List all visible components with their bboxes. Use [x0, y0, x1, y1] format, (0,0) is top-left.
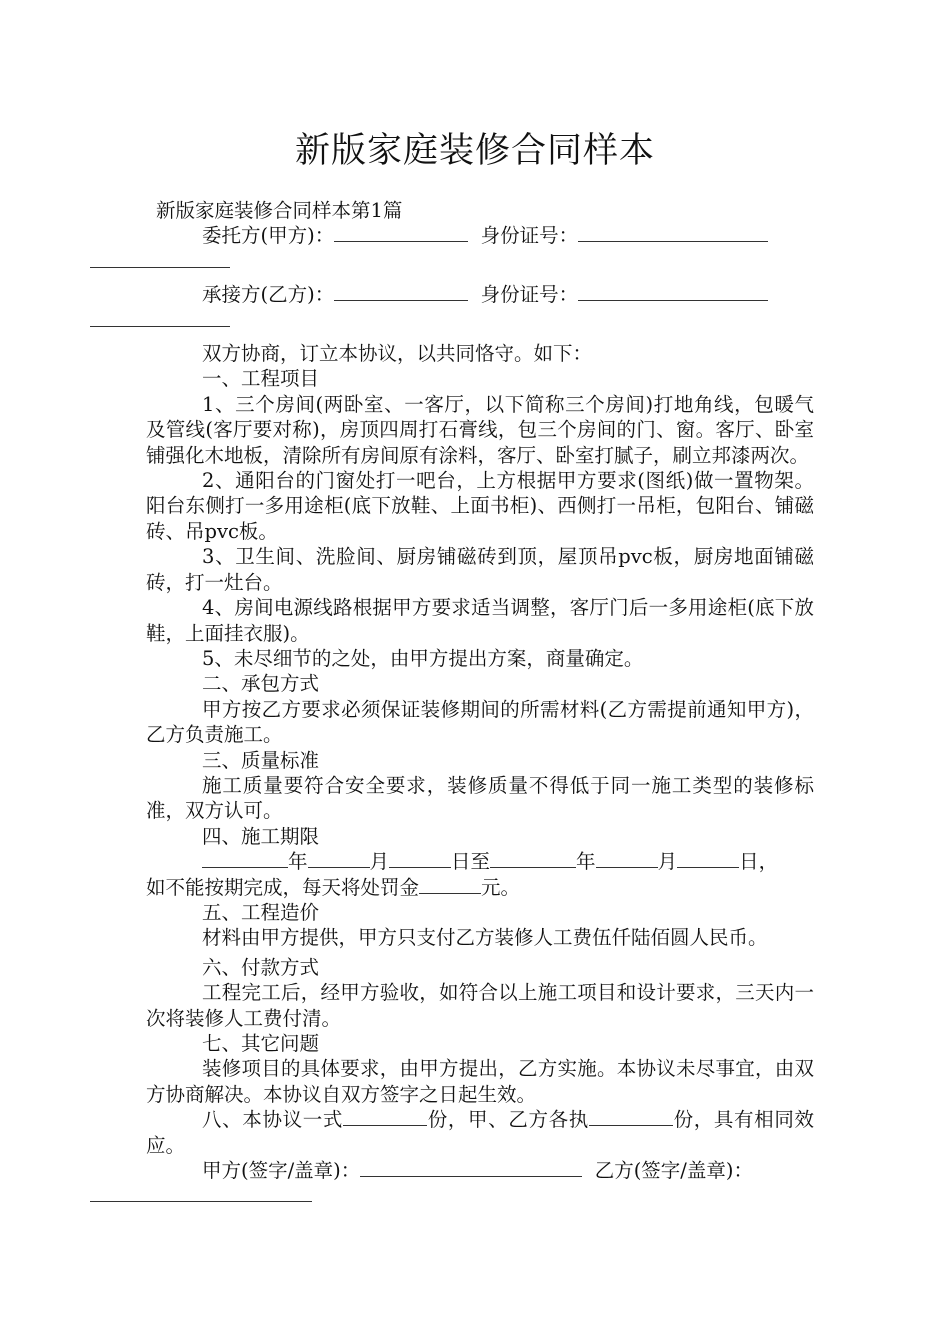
section-5-heading: 五、工程造价 [202, 900, 320, 924]
party-a-label: 委托方(甲方)： [202, 224, 335, 248]
section-2-heading: 二、承包方式 [202, 672, 320, 696]
copies-each-label: 份，甲、乙方各执 [427, 1108, 589, 1132]
party-a-id-label: 身份证号： [480, 224, 579, 248]
party-b-id-label: 身份证号： [480, 283, 579, 307]
party-a-id-blank-cont [90, 249, 230, 268]
start-month-blank [308, 849, 370, 868]
section-1-item-4: 4、房间电源线路根据甲方要求适当调整，客厅门后一多用途柜(底下放鞋，上面挂衣服)。 [146, 596, 814, 645]
section-4-penalty-line [146, 875, 814, 900]
year-label: 年 [576, 850, 596, 874]
section-8-paragraph [146, 1107, 814, 1158]
party-a-signature-label: 甲方(签字/盖章)： [202, 1159, 361, 1183]
copies-effect-label: 份，具有相同效应。 [146, 1108, 814, 1157]
party-a-id-blank [578, 223, 768, 242]
signature-line [146, 1158, 814, 1209]
section-2-paragraph: 甲方按乙方要求必须保证装修期间的所需材料(乙方需提前通知甲方)，乙方负责施工。 [146, 697, 814, 747]
document-title: 新版家庭装修合同样本 [294, 131, 655, 171]
month-label: 月 [369, 850, 390, 874]
section-1-item-1: 1、三个房间(两卧室、一客厅，以下简称三个房间)打地角线，包暖气及管线(客厅要对称)，房顶四周打石膏线，包三个房间的门、窗。客厅、卧室铺强化木地板，清除所有房间原有涂料，客厅、卧室打腻子，刷立邦漆两次。 [146, 392, 814, 467]
year-label: 年 [288, 850, 308, 874]
section-4-period-line [146, 849, 814, 874]
section-1-item-3: 3、卫生间、洗脸间、厨房铺磁砖到顶，屋顶吊pvc板，厨房地面铺磁砖，打一灶台。 [146, 545, 814, 594]
end-year-blank [490, 849, 576, 868]
party-b-id-blank [578, 282, 768, 301]
start-year-blank [202, 849, 288, 868]
day-label: 日， [739, 850, 779, 874]
section-3-heading: 三、质量标准 [202, 748, 320, 772]
section-4-heading: 四、施工期限 [202, 824, 320, 848]
section-5-paragraph: 材料由甲方提供，甲方只支付乙方装修人工费伍仟陆佰圆人民币。 [202, 926, 768, 950]
penalty-amount-blank [419, 875, 481, 894]
section-7-heading: 七、其它问题 [202, 1032, 320, 1055]
party-b-label: 承接方(乙方)： [202, 283, 335, 307]
section-3-paragraph: 施工质量要符合安全要求，装修质量不得低于同一施工类型的装修标准，双方认可。 [146, 773, 814, 823]
end-month-blank [596, 849, 658, 868]
party-b-signature-blank [90, 1183, 312, 1202]
party-b-name-blank [334, 282, 468, 301]
end-day-blank [677, 849, 739, 868]
section-1-heading: 一、工程项目 [202, 367, 320, 391]
day-to-label: 日至 [451, 850, 491, 874]
party-b-line [146, 282, 814, 333]
section-6-heading: 六、付款方式 [202, 955, 320, 979]
party-a-line [146, 223, 814, 274]
party-b-signature-label: 乙方(签字/盖章)： [594, 1159, 753, 1183]
section-7-paragraph: 装修项目的具体要求，由甲方提出，乙方实施。本协议未尽事宜，由双方协商解决。本协议自双方签字之日起生效。 [146, 1057, 814, 1106]
penalty-unit: 元。 [481, 875, 521, 899]
start-day-blank [389, 849, 451, 868]
penalty-label: 如不能按期完成，每天将处罚金 [146, 875, 420, 899]
document-body [146, 198, 814, 1209]
section-1-item-2: 2、通阳台的门窗处打一吧台，上方根据甲方要求(图纸)做一置物架。阳台东侧打一多用途柜(底下放鞋、上面书柜)、西侧打一吊柜，包阳台、铺磁砖、吊pvc板。 [146, 469, 814, 543]
party-a-signature-blank [360, 1158, 582, 1177]
copies-label: 八、本协议一式 [202, 1108, 344, 1132]
document-subtitle: 新版家庭装修合同样本第1篇 [156, 199, 403, 222]
section-1-item-5: 5、未尽细节的之处，由甲方提出方案，商量确定。 [202, 646, 644, 670]
copies-total-blank [343, 1107, 427, 1126]
month-label: 月 [657, 850, 678, 874]
party-a-name-blank [334, 223, 468, 242]
section-6-paragraph: 工程完工后，经甲方验收，如符合以上施工项目和设计要求，三天内一次将装修人工费付清。 [146, 981, 814, 1030]
intro-paragraph: 双方协商，订立本协议，以共同恪守。如下： [202, 342, 593, 366]
copies-each-blank [589, 1107, 673, 1126]
party-b-id-blank-cont [90, 308, 230, 327]
